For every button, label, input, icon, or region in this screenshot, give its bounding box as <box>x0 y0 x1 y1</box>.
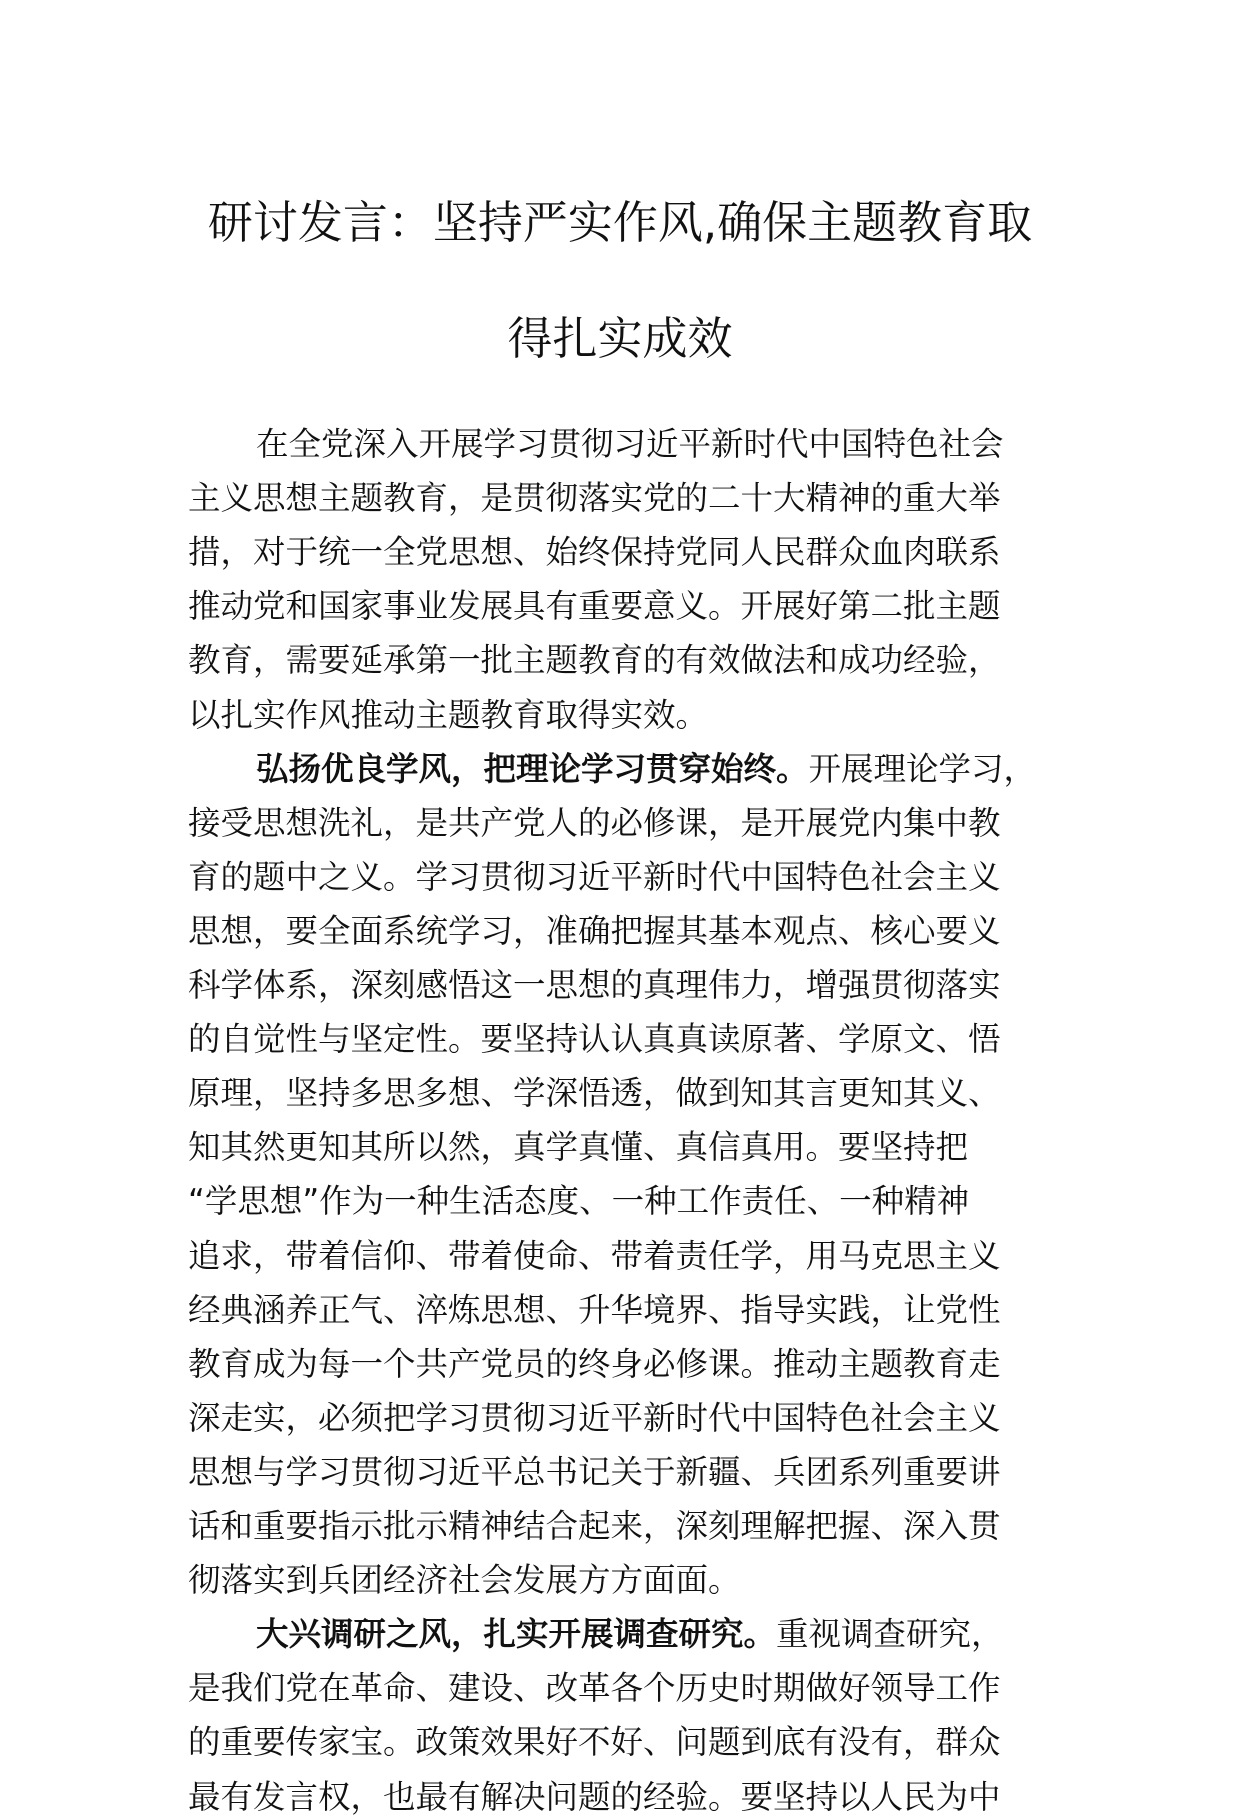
body-line-text: 彻落实到兵团经济社会发展方方面面。 <box>188 1561 741 1600</box>
body-line-text: 知其然更知其所以然，真学真懂、真信真用。要坚持把 <box>188 1128 969 1167</box>
body-line <box>188 1452 1001 1491</box>
body-line-text: 接受思想洗礼，是共产党人的必修课，是开展党内集中教 <box>188 803 1001 842</box>
body-line-text: 推动党和国家事业发展具有重要意义。开展好第二批主题 <box>188 587 1001 626</box>
body-line-text: 原理，坚持多思多想、学深悟透，做到知其言更知其义、 <box>188 1074 1001 1113</box>
body-line <box>256 425 1004 463</box>
body-line <box>188 587 1001 626</box>
body-line <box>188 1182 970 1221</box>
body-line-text: 追求，带着信仰、带着使命、带着责任学，用马克思主义 <box>188 1236 1001 1275</box>
body-line <box>188 1669 1001 1708</box>
body-line-text: 深走实，必须把学习贯彻习近平新时代中国特色社会主义 <box>188 1398 1001 1437</box>
body-line <box>188 1020 1001 1059</box>
body-line-text: 育的题中之义。学习贯彻习近平新时代中国特色社会主义 <box>188 857 1001 896</box>
body-line-text: 以扎实作风推动主题教育取得实效。 <box>188 695 709 734</box>
section-lead-heading: 弘扬优良学风，把理论学习贯穿始终。 <box>256 749 809 788</box>
body-line-text: 思想，要全面系统学习，准确把握其基本观点、核心要义 <box>188 911 1001 950</box>
body-line <box>188 911 1001 950</box>
body-line-text: 的自觉性与坚定性。要坚持认认真真读原著、学原文、悟 <box>188 1020 1001 1059</box>
body-line <box>188 695 709 734</box>
body-line-text: 开展理论学习， <box>808 749 1037 788</box>
body-line-text: 在全党深入开展学习贯彻习近平新时代中国特色社会 <box>256 425 1004 463</box>
body-line <box>188 479 1001 518</box>
body-line <box>188 803 1001 842</box>
body-line <box>256 749 1037 788</box>
body-line-text: 最有发言权，也最有解决问题的经验。要坚持以人民为中 <box>188 1777 1001 1816</box>
body-line-text: 重视调查研究， <box>776 1615 1004 1654</box>
body-line-text: 科学体系，深刻感悟这一思想的真理伟力，增强贯彻落实 <box>188 966 1001 1004</box>
body-line-text: 教育，需要延承第一批主题教育的有效做法和成功经验， <box>188 641 1001 680</box>
body-line-text: 话和重要指示批示精神结合起来，深刻理解把握、深入贯 <box>188 1507 1001 1545</box>
body-line <box>256 1615 1004 1654</box>
document-title-line-1: 研讨发言：坚持严实作风,确保主题教育取 <box>207 196 1033 249</box>
body-line-text: 主义思想主题教育，是贯彻落实党的二十大精神的重大举 <box>188 479 1001 518</box>
body-line <box>188 1344 1001 1383</box>
document-title-line-2: 得扎实成效 <box>507 312 733 365</box>
section-lead-heading: 大兴调研之风，扎实开展调查研究。 <box>256 1615 777 1654</box>
body-line <box>188 1236 1001 1275</box>
body-line <box>188 533 1001 572</box>
body-line <box>188 857 1001 896</box>
body-line-text: 经典涵养正气、淬炼思想、升华境界、指导实践，让党性 <box>188 1290 1001 1329</box>
body-line <box>188 966 1001 1004</box>
body-line <box>188 1777 1001 1816</box>
body-line-text: 措，对于统一全党思想、始终保持党同人民群众血肉联系 <box>188 533 1001 572</box>
body-line <box>188 1723 1001 1762</box>
body-line-text: “学思想”作为一种生活态度、一种工作责任、一种精神 <box>188 1182 970 1221</box>
body-line-text: 的重要传家宝。政策效果好不好、问题到底有没有，群众 <box>188 1723 1001 1762</box>
body-line <box>188 1290 1001 1329</box>
body-line <box>188 1507 1001 1545</box>
body-line <box>188 1561 741 1600</box>
body-line <box>188 1398 1001 1437</box>
body-line-text: 教育成为每一个共产党员的终身必修课。推动主题教育走 <box>188 1344 1001 1383</box>
body-line-text: 是我们党在革命、建设、改革各个历史时期做好领导工作 <box>188 1669 1001 1708</box>
body-line <box>188 641 1001 680</box>
body-line-text: 思想与学习贯彻习近平总书记关于新疆、兵团系列重要讲 <box>188 1452 1001 1491</box>
body-line <box>188 1128 969 1167</box>
body-line <box>188 1074 1001 1113</box>
